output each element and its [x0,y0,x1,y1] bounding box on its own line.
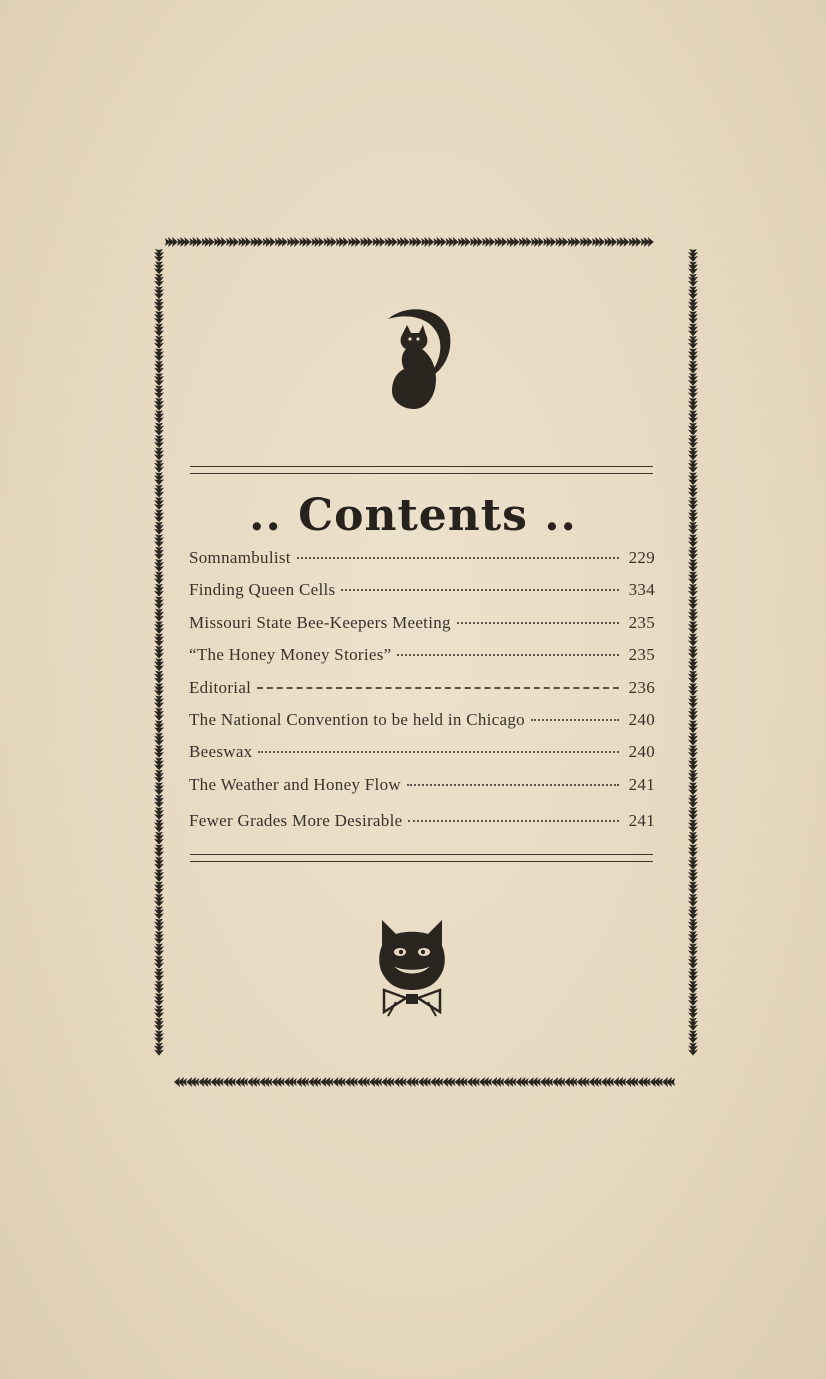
toc-entry [189,613,655,645]
border-leaf [154,609,164,622]
border-leaf [394,1077,407,1087]
border-leaf [250,237,263,247]
border-leaf [235,1077,248,1087]
border-leaf [568,237,581,247]
border-leaf [372,237,385,247]
toc-entry-title: Finding Queen Cells [189,580,336,600]
contents-list [189,548,655,844]
border-leaf [688,249,698,262]
border-leaf [688,894,698,907]
border-leaf [494,237,507,247]
border-leaf [177,237,190,247]
toc-entry-title: Somnambulist [189,548,291,567]
border-leaf [186,1077,199,1087]
border-leaf [662,1077,675,1087]
border-leaf [198,1077,211,1087]
toc-entry-page: 334 [628,580,655,600]
border-leaf [154,745,164,758]
border-leaf [154,931,164,944]
border-leaf [688,795,698,808]
border-leaf [154,757,164,770]
border-leaf [154,671,164,684]
border-leaf [688,931,698,944]
border-leaf [688,410,698,423]
border-leaf [385,237,398,247]
border-leaf [259,1077,272,1087]
toc-entry-title: Editorial [189,677,252,697]
border-leaf [154,943,164,956]
dot-leader [341,589,619,591]
border-leaf [688,770,698,783]
border-leaf [214,237,227,247]
border-leaf [688,435,698,448]
border-leaf [345,1077,358,1087]
border-leaf [189,237,202,247]
border-leaf [688,373,698,386]
border-leaf [247,1077,260,1087]
border-leaf [154,311,164,324]
border-leaf [223,1077,236,1087]
border-leaf [238,237,251,247]
bottom-divider [190,854,653,862]
border-leaf [154,472,164,485]
border-leaf [688,968,698,981]
border-leaf [154,373,164,386]
border-leaf [409,237,422,247]
border-leaf [629,237,642,247]
border-leaf [688,807,698,820]
toc-entry [189,710,655,742]
border-leaf [638,1077,651,1087]
border-leaf [688,720,698,733]
border-leaf [555,237,568,247]
toc-entry [189,775,655,807]
border-leaf [688,596,698,609]
border-leaf [154,435,164,448]
border-leaf [308,1077,321,1087]
border-leaf [601,1077,614,1087]
border-leaf [688,906,698,919]
border-leaf [287,237,300,247]
toc-entry-page: 241 [628,774,655,794]
border-leaf [688,385,698,398]
border-leaf [688,348,698,361]
border-leaf [154,720,164,733]
border-leaf [552,1077,565,1087]
border-leaf [688,956,698,969]
border-leaf [154,323,164,336]
border-leaf [688,559,698,572]
dash-leader [257,687,619,689]
dot-leader [258,751,619,753]
border-leaf [528,1077,541,1087]
dot-leader [531,719,619,721]
border-leaf [154,447,164,460]
border-leaf [226,237,239,247]
border-leaf [154,621,164,634]
toc-entry-title: The Weather and Honey Flow [189,774,401,794]
border-leaf [688,621,698,634]
border-leaf [202,237,215,247]
border-leaf [154,782,164,795]
border-leaf [154,559,164,572]
border-leaf [263,237,276,247]
toc-entry-page: 229 [628,548,655,567]
border-leaf [154,807,164,820]
border-leaf [688,1030,698,1043]
top-divider [190,466,653,474]
border-leaf [421,237,434,247]
border-leaf [470,237,483,247]
toc-entry-title: Beeswax [189,742,253,762]
border-leaf [503,1077,516,1087]
toc-entry [189,548,655,580]
border-leaf [688,695,698,708]
border-leaf [616,237,629,247]
border-leaf [357,1077,370,1087]
border-leaf [507,237,520,247]
border-leaf [154,819,164,832]
toc-entry-title: Fewer Grades More Desirable [189,811,403,831]
border-leaf [613,1077,626,1087]
toc-entry-page: 235 [628,612,655,632]
border-leaf [688,733,698,746]
border-leaf [688,472,698,485]
border-leaf [625,1077,638,1087]
border-leaf [154,795,164,808]
border-leaf [369,1077,382,1087]
border-leaf [688,981,698,994]
border-leaf [442,1077,455,1087]
border-leaf [211,1077,224,1087]
border-leaf [154,460,164,473]
dot-leader [457,622,619,624]
border-leaf [311,237,324,247]
border-leaf [154,881,164,894]
border-leaf [688,857,698,870]
toc-entry [189,580,655,612]
toc-entry-page: 235 [628,645,655,665]
border-leaf [688,708,698,721]
dot-leader [397,654,619,656]
border-leaf [272,1077,285,1087]
border-leaf [688,447,698,460]
border-leaf [154,547,164,560]
border-leaf [467,1077,480,1087]
border-leaf [458,237,471,247]
border-leaf [397,237,410,247]
border-leaf [688,286,698,299]
dot-leader [407,784,619,786]
border-leaf [482,237,495,247]
border-leaf [688,323,698,336]
border-leaf [688,881,698,894]
border-leaf [430,1077,443,1087]
border-leaf [154,1030,164,1043]
border-leaf [154,956,164,969]
border-leaf [154,968,164,981]
border-leaf [154,708,164,721]
border-leaf [564,1077,577,1087]
border-leaf [336,237,349,247]
border-leaf [154,423,164,436]
grinning-cat-bow-icon [376,916,450,1020]
border-leaf [519,237,532,247]
border-leaf [154,398,164,411]
border-leaf [688,547,698,560]
border-leaf [154,410,164,423]
border-leaf [154,385,164,398]
border-leaf [641,237,654,247]
border-leaf [154,695,164,708]
border-leaf [154,919,164,932]
border-leaf [154,249,164,262]
border-leaf [446,237,459,247]
border-leaf [154,770,164,783]
border-leaf [688,423,698,436]
border-leaf [688,683,698,696]
toc-entry-title: Missouri State Bee-Keepers Meeting [189,612,451,632]
toc-entry [189,811,655,843]
border-leaf [154,857,164,870]
toc-entry [189,742,655,774]
border-leaf [154,683,164,696]
border-leaf [154,869,164,882]
border-leaf [299,237,312,247]
border-leaf [688,361,698,374]
border-leaf [154,658,164,671]
border-leaf [455,1077,468,1087]
border-leaf [688,299,698,312]
border-leaf [688,398,698,411]
border-leaf [688,274,698,287]
toc-entry [189,645,655,677]
border-leaf [589,1077,602,1087]
border-leaf [650,1077,663,1087]
border-leaf [406,1077,419,1087]
border-leaf [154,733,164,746]
border-leaf [154,286,164,299]
border-leaf [688,336,698,349]
border-leaf [154,261,164,274]
border-leaf [688,571,698,584]
border-leaf [540,1077,553,1087]
border-leaf [688,844,698,857]
border-leaf [479,1077,492,1087]
crescent-moon-cat-icon [380,305,456,413]
border-leaf [688,671,698,684]
border-leaf [360,237,373,247]
border-leaf [154,299,164,312]
border-leaf [688,658,698,671]
dot-leader [297,557,619,559]
border-leaf [688,993,698,1006]
border-leaf [688,832,698,845]
border-leaf [275,237,288,247]
border-leaf [531,237,544,247]
border-leaf [688,782,698,795]
border-leaf [688,261,698,274]
border-leaf [580,237,593,247]
border-leaf [154,906,164,919]
toc-entry [189,678,655,710]
border-leaf [154,274,164,287]
toc-entry-page: 240 [628,709,655,729]
border-leaf [165,237,178,247]
border-leaf [688,919,698,932]
border-leaf [543,237,556,247]
border-leaf [688,745,698,758]
border-leaf [381,1077,394,1087]
border-leaf [577,1077,590,1087]
border-leaf [296,1077,309,1087]
border-leaf [154,584,164,597]
border-leaf [154,832,164,845]
border-leaf [688,943,698,956]
border-leaf [348,237,361,247]
contents-title: .. Contents .. [249,490,577,541]
border-leaf [418,1077,431,1087]
toc-entry-page: 241 [628,811,655,831]
border-leaf [688,646,698,659]
border-leaf [154,646,164,659]
border-leaf [688,869,698,882]
border-leaf [688,311,698,324]
border-leaf [154,361,164,374]
border-leaf [320,1077,333,1087]
border-leaf [154,1018,164,1031]
border-leaf [688,609,698,622]
toc-entry-page: 236 [628,677,655,697]
border-leaf [688,1043,698,1056]
border-leaf [284,1077,297,1087]
dot-leader [408,820,619,822]
border-leaf [688,1005,698,1018]
border-leaf [154,993,164,1006]
toc-entry-title: The National Convention to be held in Chicago [189,709,525,729]
border-leaf [154,844,164,857]
border-leaf [688,584,698,597]
border-leaf [604,237,617,247]
border-leaf [516,1077,529,1087]
border-leaf [592,237,605,247]
border-leaf [174,1077,187,1087]
border-leaf [154,1005,164,1018]
border-leaf [154,348,164,361]
border-leaf [688,757,698,770]
border-leaf [688,1018,698,1031]
border-leaf [333,1077,346,1087]
border-leaf [688,819,698,832]
toc-entry-page: 240 [628,742,655,762]
border-leaf [154,633,164,646]
border-leaf [324,237,337,247]
border-leaf [491,1077,504,1087]
border-leaf [433,237,446,247]
border-leaf [154,596,164,609]
border-leaf [688,460,698,473]
border-leaf [154,571,164,584]
toc-entry-title: “The Honey Money Stories” [189,645,392,665]
border-leaf [688,633,698,646]
border-leaf [154,336,164,349]
border-leaf [154,894,164,907]
border-leaf [154,1043,164,1056]
border-leaf [154,981,164,994]
